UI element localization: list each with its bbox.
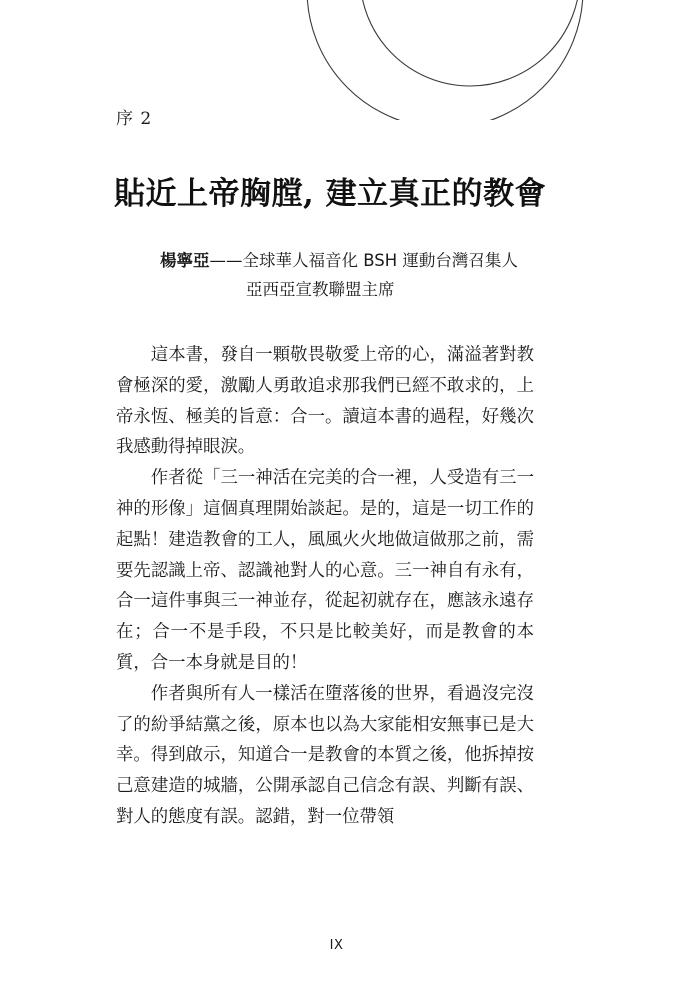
byline-line-2	[160, 275, 560, 304]
section-label: 序 2	[116, 109, 153, 129]
decorative-circles	[0, 0, 673, 120]
chapter-title: 貼近上帝胸膛, 建立真正的教會	[114, 176, 547, 212]
author-byline	[160, 246, 560, 304]
paragraph-1: 這本書，發自一顆敬畏敬愛上帝的心，滿溢著對教會極深的愛，激勵人勇敢追求那我們已經不敢求的，上帝永恆、極美的旨意：合一。讀這本書的過程，好幾次我感動得掉眼淚。	[116, 345, 534, 458]
body-text	[116, 340, 534, 833]
author-role-2: 亞西亞宣教聯盟主席	[246, 280, 395, 299]
author-name: 楊寧亞	[160, 251, 210, 270]
page-number: IX	[329, 938, 344, 953]
paragraph-2: 作者從「三一神活在完美的合一裡，人受造有三一神的形像」這個真理開始談起。是的，這是一切工作的起點！建造教會的工人，風風火火地做這做那之前，需要先認識上帝、認識祂對人的心意。三一神自有永有，合一這件事與三一神並存，從起初就存在，應該永遠存在；合一不是手段，不只是比較美好，而是教會的本質，合一本身就是目的！	[116, 468, 534, 673]
paragraph-3: 作者與所有人一樣活在墮落後的世界，看過沒完沒了的紛爭結黨之後，原本也以為大家能相安無事已是大幸。得到啟示，知道合一是教會的本質之後，他拆掉按己意建造的城牆，公開承認自己信念有誤、判斷有誤、對人的態度有誤。認錯，對一位帶領	[116, 683, 534, 827]
byline-line-1	[160, 246, 560, 275]
decorative-circle-inner	[360, 0, 580, 86]
author-role-1: ——全球華人福音化 BSH 運動台灣召集人	[209, 251, 518, 270]
